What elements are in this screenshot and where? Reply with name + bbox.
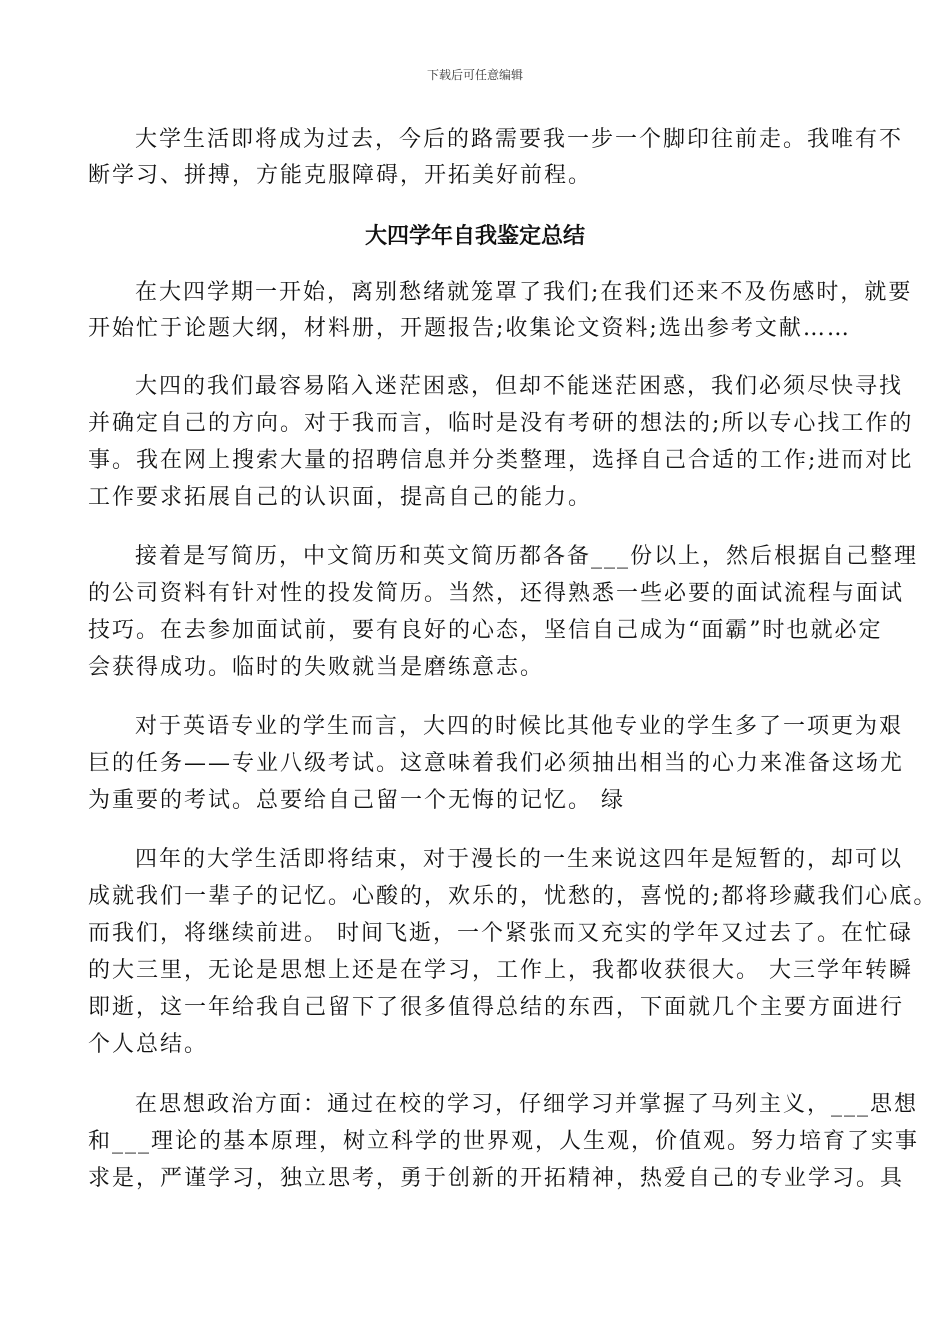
paragraph-line: 而我们，将继续前进。 时间飞逝，一个紧张而又充实的学年又过去了。在忙碌 [88, 921, 913, 946]
paragraph-line: 技巧。在去参加面试前，要有良好的心态，坚信自己成为“面霸”时也就必定 [88, 618, 883, 643]
paragraph-line: 巨的任务——专业八级考试。这意味着我们必须抽出相当的心力来准备这场尤 [88, 751, 905, 776]
paragraph-line: 四年的大学生活即将结束，对于漫长的一生来说这四年是短暂的，却可以 [135, 847, 904, 872]
paragraph-line: 对于英语专业的学生而言，大四的时候比其他专业的学生多了一项更为艰 [135, 714, 904, 739]
paragraph-line: 的公司资料有针对性的投发简历。当然，还得熟悉一些必要的面试流程与面试 [88, 581, 905, 606]
paragraph-line: 事。我在网上搜索大量的招聘信息并分类整理，选择自己合适的工作;进而对比 [88, 448, 914, 473]
paragraph-line: 为重要的考试。总要给自己留一个无悔的记忆。 绿 [88, 788, 625, 813]
paragraph-line: 大四的我们最容易陷入迷茫困惑，但却不能迷茫困惑，我们必须尽快寻找 [135, 374, 904, 399]
paragraph-line: 并确定自己的方向。对于我而言，临时是没有考研的想法的;所以专心找工作的 [88, 411, 914, 436]
paragraph-line: 大学生活即将成为过去，今后的路需要我一步一个脚印往前走。我唯有不 [135, 127, 904, 152]
paragraph-line: 求是，严谨学习，独立思考，勇于创新的开拓精神，热爱自己的专业学习。具 [88, 1166, 905, 1191]
paragraph-line: 工作要求拓展自己的认识面，提高自己的能力。 [88, 485, 593, 510]
paragraph-line: 和___理论的基本原理，树立科学的世界观，人生观，价值观。努力培育了实事 [88, 1129, 920, 1154]
paragraph-line: 个人总结。 [88, 1032, 209, 1057]
page-header: 下载后可任意编辑 [426, 68, 523, 82]
paragraph-line: 的大三里，无论是思想上还是在学习，工作上，我都收获很大。 大三学年转瞬 [88, 958, 913, 983]
paragraph-line: 即逝，这一年给我自己留下了很多值得总结的东西，下面就几个主要方面进行 [88, 995, 905, 1020]
paragraph-line: 开始忙于论题大纲，材料册，开题报告;收集论文资料;选出参考文献…… [88, 316, 851, 341]
paragraph-line: 断学习、拼搏，方能克服障碍，开拓美好前程。 [88, 163, 593, 188]
paragraph-line: 会获得成功。临时的失败就当是磨练意志。 [88, 655, 545, 680]
section-title: 大四学年自我鉴定总结 [364, 223, 585, 249]
paragraph-line: 在思想政治方面：通过在校的学习，仔细学习并掌握了马列主义，___思想 [135, 1092, 919, 1117]
paragraph-line: 在大四学期一开始，离别愁绪就笼罩了我们;在我们还来不及伤感时，就要 [135, 280, 913, 305]
paragraph-line: 接着是写简历，中文简历和英文简历都各备___份以上，然后根据自己整理 [135, 544, 919, 569]
paragraph-line: 成就我们一辈子的记忆。心酸的，欢乐的，忧愁的，喜悦的;都将珍藏我们心底。 [88, 884, 938, 909]
